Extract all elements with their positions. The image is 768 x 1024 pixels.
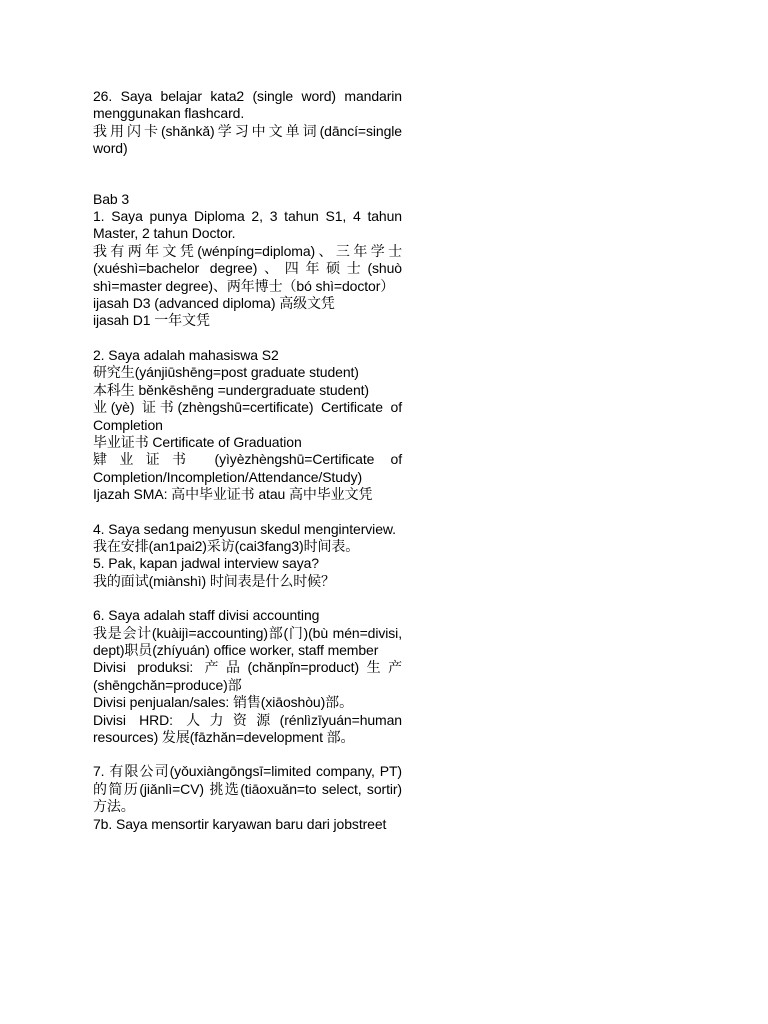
paragraph-6-divisi: 6. Saya adalah staff divisi accounting 我是会计(kuàijì=accounting)部(门)(bù mén=divisi, dept)职员(zhíyuán) office worker, staff member Divisi produksi: 产品(chǎnpǐn=product)生产(shēngchǎn=produce)部 Divisi penjualan/sales: 销售(xiāoshòu)部。 Divisi HRD: 人力资源(rénlìzīyuán=human resources) 发展(fāzhǎn=development 部。 (93, 607, 402, 745)
paragraph-7-company: 7. 有限公司(yǒuxiàngōngsī=limited company, PT) 的简历(jiǎnlì=CV) 挑选(tiāoxuǎn=to select, sortir)方法。 7b. Saya mensortir karyawan baru dari jobstreet (93, 763, 402, 832)
document-body (93, 88, 402, 833)
paragraph-26-flashcard: 26. Saya belajar kata2 (single word) mandarin menggunakan flashcard. 我用闪卡(shǎnkǎ)学习中文单词(dāncí=single word) (93, 88, 402, 157)
paragraph-spacer (93, 746, 402, 763)
paragraph-spacer (93, 330, 402, 347)
paragraph-bab-3-diploma: Bab 3 1. Saya punya Diploma 2, 3 tahun S1, 4 tahun Master, 2 tahun Doctor. 我有两年文凭(wénpíng=diploma)、三年学士(xuéshì=bachelor degree)、四年硕士(shuò shì=master degree)、两年博士（bó shì=doctor） ijasah D3 (advanced diploma) 高级文凭 ijasah D1 一年文凭 (93, 190, 402, 329)
paragraph-2-mahasiswa: 2. Saya adalah mahasiswa S2 研究生(yánjiūshēng=post graduate student) 本科生 běnkēshēng =undergraduate student) 业(yè) 证书(zhèngshū=certificate) Certificate of Completion 毕业证书 Certificate of Graduation 肄业证书 (yìyèzhèngshū=Certificate of Completion/Incompletion/Attendance/Study) Ijazah SMA: 高中毕业证书 atau 高中毕业文凭 (93, 346, 402, 503)
paragraph-spacer (93, 504, 402, 521)
paragraph-spacer (93, 590, 402, 607)
paragraph-spacer (93, 158, 402, 191)
paragraph-4-5-interview: 4. Saya sedang menyusun skedul menginterview. 我在安排(an1pai2)采访(cai3fang3)时间表。 5. Pak, kapan jadwal interview saya? 我的面试(miànshì) 时间表是什么时候？ (93, 520, 396, 589)
